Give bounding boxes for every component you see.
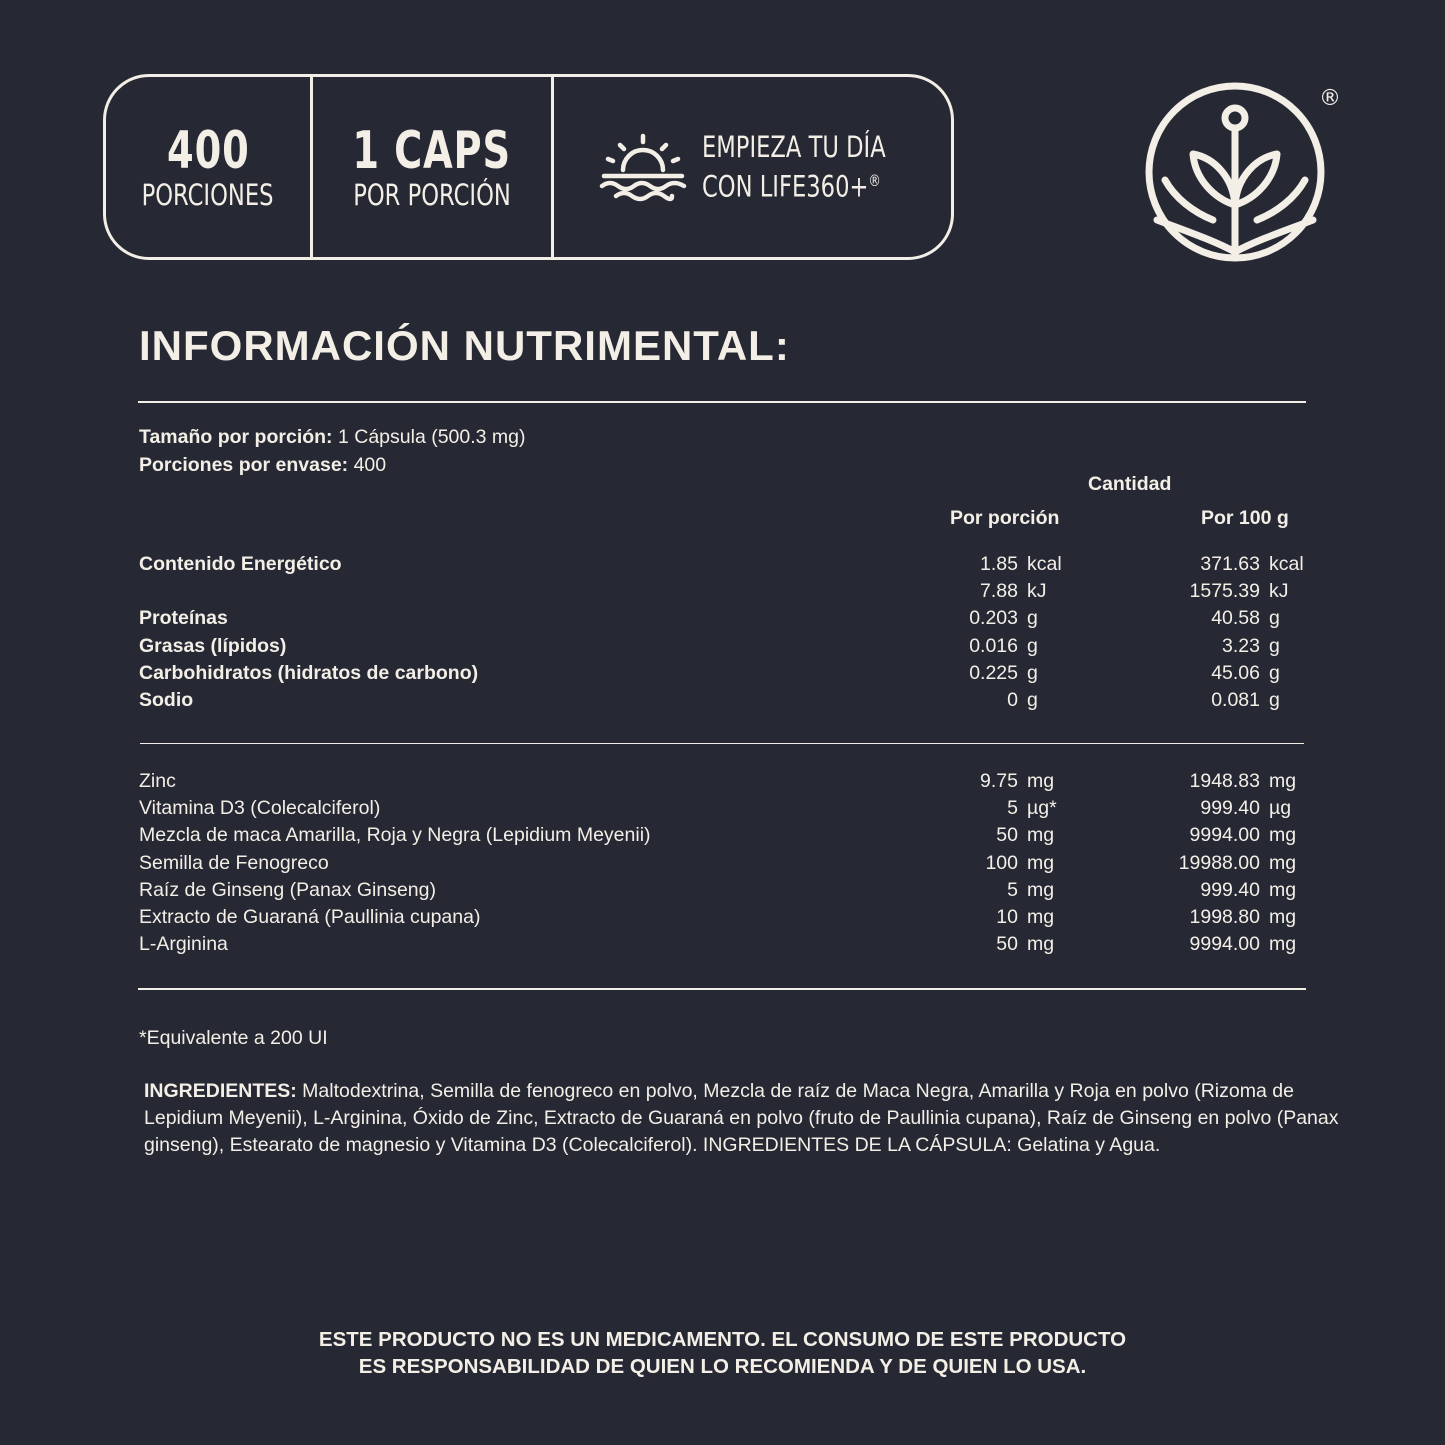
per-100g-value: 3.23 [1222,634,1260,657]
amount-header: Cantidad [1088,473,1172,495]
per-100g-value: 371.63 [1200,553,1260,575]
disclaimer-line1: ESTE PRODUCTO NO ES UN MEDICAMENTO. EL CONSUMO DE ESTE PRODUCTO [318,1328,1127,1351]
per-serving-value: 1.85 [980,553,1018,575]
servings-number: 400 [166,121,250,181]
per-100g-unit: g [1269,634,1280,657]
per-100g-value: 19988.00 [1178,851,1260,874]
caps-cell [313,77,554,257]
per-serving-unit: µg* [1027,797,1057,820]
servings-per-container [139,454,386,477]
row-name: Contenido Energético [139,553,342,575]
per-100g-value: 9994.00 [1189,824,1260,847]
divider [138,988,1306,990]
per-100g-unit: mg [1269,851,1297,874]
per-100g-value: 1575.39 [1189,580,1260,603]
per-100g-unit: mg [1269,878,1297,901]
per-100g-value: 45.06 [1211,661,1260,684]
row-name: Raíz de Ginseng (Panax Ginseng) [139,878,436,901]
row-name: L-Arginina [139,933,228,956]
per-serving-unit: mg [1027,851,1055,874]
tagline [702,130,886,204]
per-serving-value: 10 [996,906,1018,928]
per-100g-unit: mg [1269,824,1297,847]
caps-number: 1 CAPS [352,121,512,181]
ingredients-text: Maltodextrina, Semilla de fenogreco en polvo, Mezcla de raíz de Maca Negra, Amarilla y Roja en polvo (Rizoma de Lepidium Meyenii), L-Arginina, Óxido de Zinc, Extracto de Guaraná en polvo (fruto de Paullinia cupana), Raíz de Ginseng en polvo (Panax ginseng), Estearato de magnesio y Vitamina D3 (Colecalciferol). INGREDIENTES DE LA CÁPSULA: Gelatina y Agua. [144,1080,1339,1156]
per-serving-unit: g [1027,661,1038,684]
per-serving-value: 0.016 [969,634,1018,657]
tagline-line1: EMPIEZA TU DÍA [702,130,886,165]
servings-per-container-value: 400 [348,454,387,476]
ingredients-label: INGREDIENTES: [144,1080,297,1102]
registered-mark: ® [1319,86,1341,111]
per-100g-value: 40.58 [1211,607,1260,630]
row-name: Carbohidratos (hidratos de carbono) [139,661,479,684]
per-serving-header: Por porción [950,507,1060,529]
per-serving-unit: mg [1027,933,1055,956]
per-100g-unit: kJ [1269,580,1289,603]
per-100g-value: 999.40 [1200,797,1260,820]
footnote: *Equivalente a 200 UI [139,1027,328,1049]
per-serving-unit: g [1027,689,1038,711]
product-badge [103,74,954,260]
row-name: Zinc [139,770,176,792]
per-100g-value: 9994.00 [1189,933,1260,956]
ingredients [144,1078,1339,1159]
disclaimer-line2: ES RESPONSABILIDAD DE QUIEN LO RECOMIENDA Y DE QUIEN LO USA. [358,1355,1087,1378]
row-name: Semilla de Fenogreco [139,851,329,874]
per-serving-value: 100 [985,851,1018,874]
per-100g-unit: g [1269,607,1280,630]
per-100g-header: Por 100 g [1201,507,1289,529]
per-serving-unit: kcal [1027,553,1062,575]
per-serving-value: 0.203 [969,607,1018,630]
per-serving-value: 5 [1007,878,1018,901]
per-serving-value: 0.225 [969,661,1018,684]
row-name: Grasas (lípidos) [139,634,287,657]
row-name: Vitamina D3 (Colecalciferol) [139,797,381,820]
divider [140,743,1304,744]
per-serving-value: 50 [996,824,1018,847]
per-serving-unit: mg [1027,770,1055,792]
per-serving-unit: g [1027,634,1038,657]
per-serving-value: 7.88 [980,580,1018,603]
per-serving-value: 5 [1007,797,1018,820]
per-100g-unit: kcal [1269,553,1304,575]
row-name: Proteínas [139,607,228,630]
per-serving-unit: kJ [1027,580,1047,603]
servings-label: PORCIONES [142,178,274,212]
row-name: Extracto de Guaraná (Paullinia cupana) [139,906,481,928]
tagline-registered: ® [868,171,881,191]
per-serving-value: 50 [996,933,1018,956]
per-100g-value: 1998.80 [1189,906,1260,928]
per-serving-unit: mg [1027,878,1055,901]
page-title: INFORMACIÓN NUTRIMENTAL: [139,322,790,369]
caps-label: POR PORCIÓN [353,178,511,212]
disclaimer [0,1326,1445,1380]
per-serving-unit: g [1027,607,1038,630]
per-serving-unit: mg [1027,824,1055,847]
per-100g-unit: mg [1269,933,1297,956]
per-100g-value: 0.081 [1211,689,1260,711]
row-name: Mezcla de maca Amarilla, Roja y Negra (Lepidium Meyenii) [139,824,651,847]
per-serving-value: 0 [1007,689,1018,711]
servings-per-container-label: Porciones por envase: [139,454,349,476]
serving-size-label: Tamaño por porción: [139,426,333,448]
servings-cell [106,77,313,257]
per-100g-unit: mg [1269,906,1297,928]
plant-logo-icon [1143,80,1327,264]
per-100g-unit: g [1269,661,1280,684]
per-serving-unit: mg [1027,906,1055,928]
per-100g-value: 999.40 [1200,878,1260,901]
row-name: Sodio [139,689,194,711]
sunrise-icon [598,132,688,202]
serving-size [139,426,526,449]
per-100g-unit: µg [1269,797,1292,820]
tagline-cell [554,77,951,257]
divider [138,401,1306,403]
per-serving-value: 9.75 [980,770,1018,792]
serving-size-value: 1 Cápsula (500.3 mg) [332,426,526,448]
per-100g-value: 1948.83 [1189,770,1260,792]
per-100g-unit: mg [1269,770,1297,792]
per-100g-unit: g [1269,689,1280,711]
tagline-line2: CON LIFE360+ [702,169,869,204]
